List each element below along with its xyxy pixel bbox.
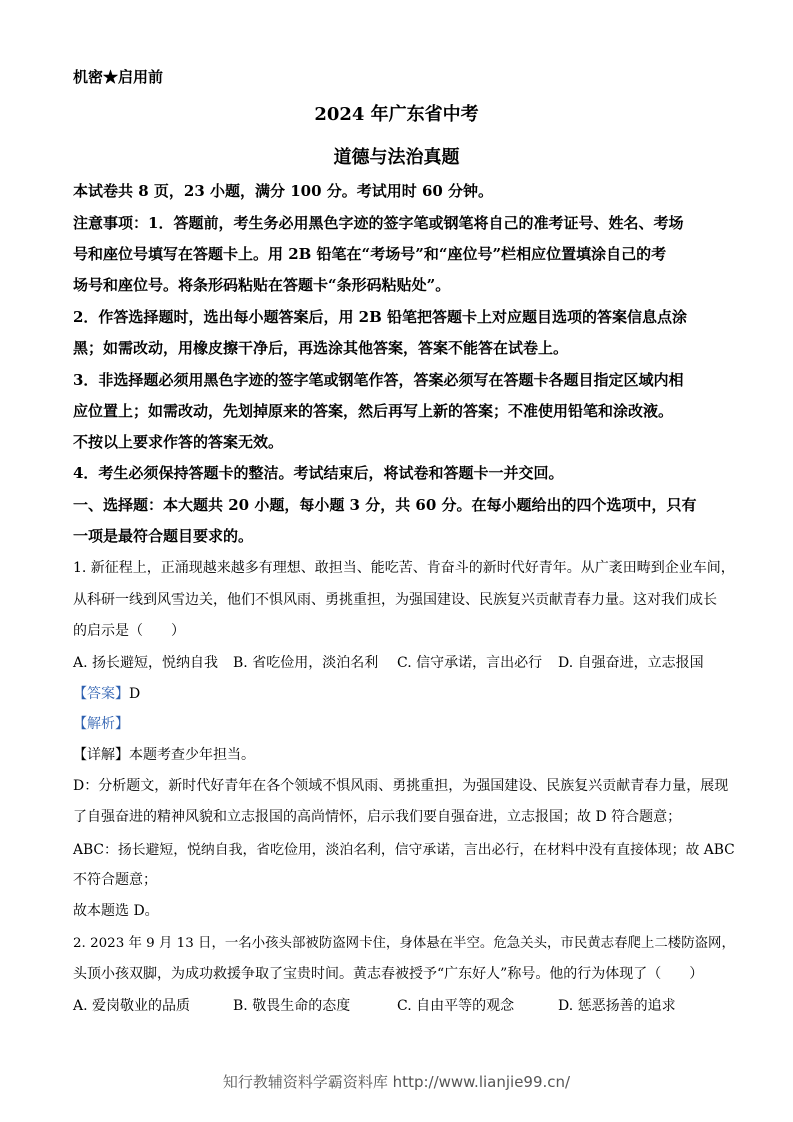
answer-value: D (129, 686, 141, 702)
analysis-tag: 【解析】 (73, 716, 129, 732)
section-heading: 一项是最符合题目要求的。 (73, 527, 254, 545)
explanation-line: ABC：扬长避短，悦纳自我，省吃俭用，淡泊名利，信守承诺，言出必行，在材料中没有直接体现；故 ABC (73, 842, 735, 858)
instruction-line: 黑；如需改动，用橡皮擦干净后，再选涂其他答案，答案不能答在试卷上。 (73, 339, 569, 357)
question-stem: 2. 2023 年 9 月 13 日，一名小孩头部被防盗网卡住，身体悬在半空。危急关头，市民黄志春爬上二楼防盗网， (73, 936, 735, 951)
exam-summary: 本试卷共 8 页，23 小题，满分 100 分。考试用时 60 分钟。 (73, 182, 494, 200)
question-stem: 头顶小孩双脚，为成功救援争取了宝贵时间。黄志春被授予“广东好人”称号。他的行为体现了（ ） (73, 966, 704, 982)
question-stem: 1. 新征程上，正涌现越来越多有理想、敢担当、能吃苦、肯奋斗的新时代好青年。从广袤田畴到企业车间， (73, 560, 735, 576)
instruction-line: 应位置上；如需改动，先划掉原来的答案，然后再写上新的答案；不准使用铅笔和涂改液。 (73, 402, 674, 420)
detail-line: 【详解】本题考查少年担当。 (73, 747, 255, 763)
option-d: D. 惩恶扬善的追求 (558, 998, 676, 1014)
instruction-line: 3．非选择题必须用黑色字迹的签字笔或钢笔作答，答案必须写在答题卡各题目指定区域内相 (73, 371, 684, 389)
instruction-line: 2．作答选择题时，选出每小题答案后，用 2B 铅笔把答题卡上对应题目选项的答案信息点涂 (73, 308, 688, 326)
confidential-label: 机密★启用前 (73, 68, 164, 86)
exam-title: 2024 年广东省中考 (314, 104, 479, 125)
question-stem: 的启示是（ ） (73, 623, 185, 639)
instruction-line: 注意事项：1．答题前，考生务必用黑色字迹的签字笔或钢笔将自己的准考证号、姓名、考场 (73, 214, 684, 232)
option-d: D. 自强奋进，立志报国 (558, 655, 704, 671)
explanation-line: 不符合题意； (73, 872, 157, 888)
conclusion-line: 故本题选 D。 (73, 903, 159, 919)
explanation-line: D：分析题文，新时代好青年在各个领域不惧风雨、勇挑重担，为强国建设、民族复兴贡献青春力量，展现 (73, 778, 729, 794)
explanation-line: 了自强奋进的精神风貌和立志报国的高尚情怀，启示我们要自强奋进，立志报国；故 D 符合题意； (73, 809, 682, 825)
option-c: C. 自由平等的观念 (397, 998, 515, 1014)
answer-line (73, 683, 140, 703)
instruction-line: 号和座位号填写在答题卡上。用 2B 铅笔在“考场号”和“座位号”栏相应位置填涂自己的考 (73, 245, 667, 263)
instruction-line: 4．考生必须保持答题卡的整洁。考试结束后，将试卷和答题卡一并交回。 (73, 464, 564, 482)
instruction-line: 场号和座位号。将条形码粘贴在答题卡“条形码粘贴处”。 (73, 276, 451, 294)
footer-watermark: 知行教辅资料学霸资料库 http://www.lianjie99.cn/ (222, 1073, 571, 1091)
option-a: A. 爱岗敬业的品质 (73, 998, 191, 1014)
option-c: C. 信守承诺，言出必行 (397, 655, 543, 671)
exam-subtitle: 道德与法治真题 (333, 147, 460, 168)
option-a: A. 扬长避短，悦纳自我 (73, 655, 219, 671)
option-b: B. 敬畏生命的态度 (233, 998, 351, 1014)
question-stem: 从科研一线到风雪边关，他们不惧风雨、勇挑重担，为强国建设、民族复兴贡献青春力量。这对我们成长 (73, 592, 717, 608)
option-b: B. 省吃俭用，淡泊名利 (233, 655, 379, 671)
section-heading: 一、选择题：本大题共 20 小题，每小题 3 分，共 60 分。在每小题给出的四个选项中，只有 (73, 496, 697, 514)
instruction-line: 不按以上要求作答的答案无效。 (73, 433, 284, 451)
answer-tag: 【答案】 (73, 686, 129, 702)
